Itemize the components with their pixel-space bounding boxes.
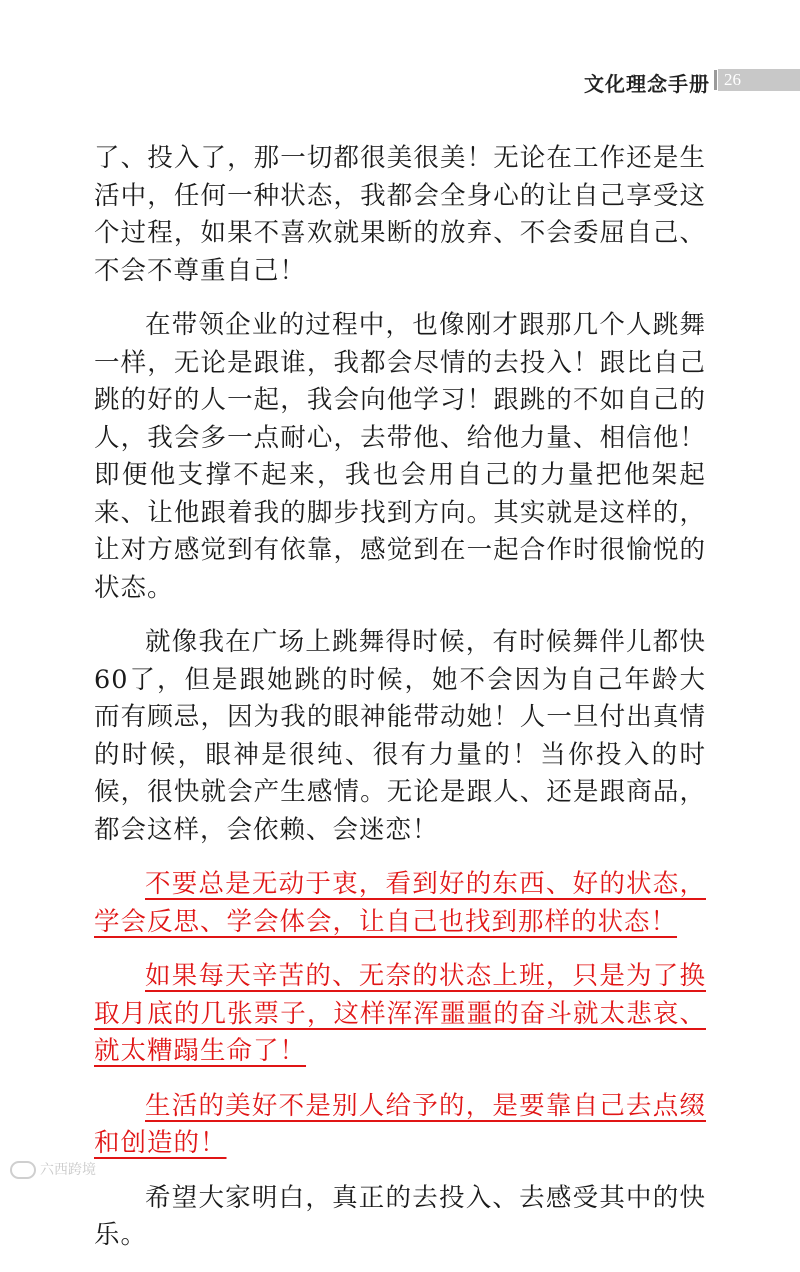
watermark-text: 六西跨境 bbox=[40, 1162, 96, 1178]
paragraph-2: 在带领企业的过程中，也像刚才跟那几个人跳舞一样，无论是跟谁，我都会尽情的去投入！跟比自己跳的好的人一起，我会向他学习！跟跳的不如自己的人，我会多一点耐心，去带他、给他力量、相信他！即便他支撑不起来，我也会用自己的力量把他架起来、让他跟着我的脚步找到方向。其实就是这样的，让对方感觉到有依靠，感觉到在一起合作时很愉悦的状态。 bbox=[94, 310, 706, 603]
watermark-logo-icon bbox=[10, 1161, 36, 1179]
highlight-paragraph-2: 如果每天辛苦的、无奈的状态上班，只是为了换取月底的几张票子，这样浑浑噩噩的奋斗就太悲哀、就太糟蹋生命了！ bbox=[94, 961, 706, 1066]
paragraph-final: 希望大家明白，真正的去投入、去感受其中的快乐。 bbox=[94, 1182, 706, 1250]
page-number-tab bbox=[718, 69, 800, 91]
page-body bbox=[94, 140, 706, 1272]
book-title: 文化理念手册 bbox=[584, 72, 710, 96]
highlight-paragraph-3: 生活的美好不是别人给予的，是要靠自己去点缀和创造的！ bbox=[94, 1090, 706, 1158]
paragraph-1: 了、投入了，那一切都很美很美！无论在工作还是生活中，任何一种状态，我都会全身心的让自己享受这个过程，如果不喜欢就果断的放弃、不会委屈自己、不会不尊重自己！ bbox=[94, 143, 706, 286]
watermark bbox=[10, 1159, 96, 1179]
page-number: 26 bbox=[724, 70, 741, 89]
header-divider bbox=[714, 70, 717, 90]
paragraph-3: 就像我在广场上跳舞得时候，有时候舞伴儿都快60了，但是跟她跳的时候，她不会因为自己年龄大而有顾忌，因为我的眼神能带动她！人一旦付出真情的时候，眼神是很纯、很有力量的！当你投入的时候，很快就会产生感情。无论是跟人、还是跟商品，都会这样，会依赖、会迷恋！ bbox=[94, 627, 706, 845]
highlight-paragraph-1: 不要总是无动于衷，看到好的东西、好的状态，学会反思、学会体会，让自己也找到那样的状态！ bbox=[94, 869, 706, 937]
page-header bbox=[0, 66, 800, 96]
